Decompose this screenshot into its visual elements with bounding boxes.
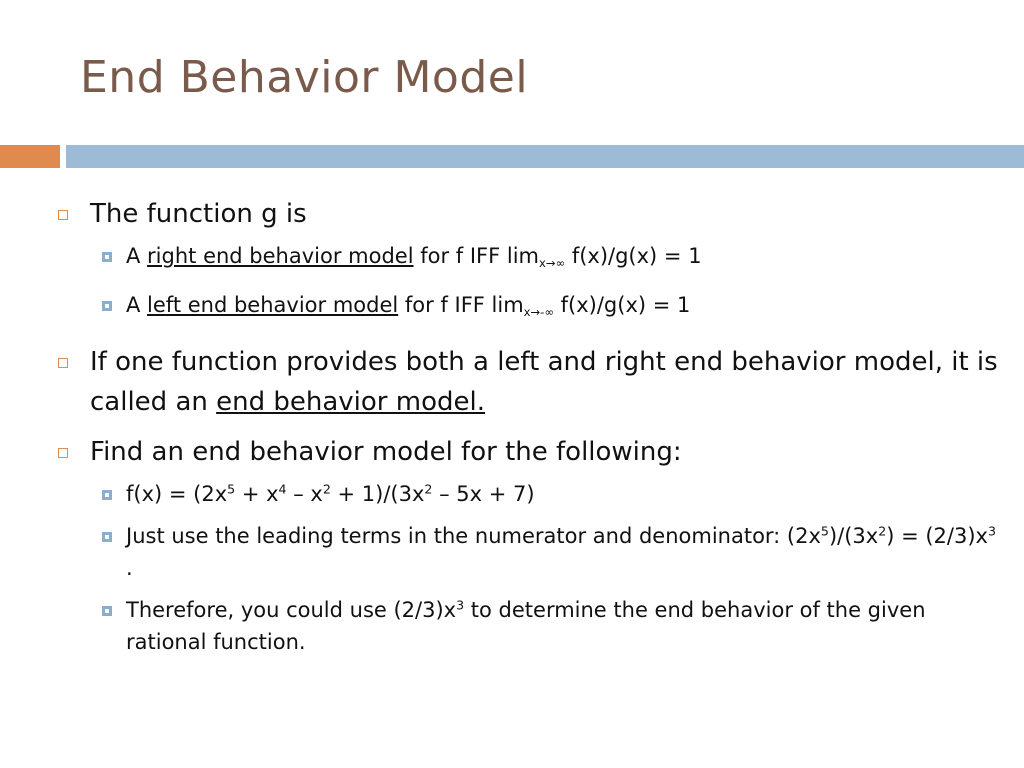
bullet-text: Find an end behavior model for the following: bbox=[90, 437, 682, 468]
sub-bullet-middle: for f IFF lim bbox=[398, 293, 524, 318]
hollow-square-bullet-icon bbox=[58, 210, 68, 220]
hollow-square-bullet-icon bbox=[58, 358, 68, 368]
bullet-text: If one function provides both a left and right end behavior model, it is called an bbox=[90, 347, 998, 418]
exponent: 2 bbox=[878, 523, 887, 539]
formula-part: – x bbox=[286, 482, 323, 507]
formula-part: )/(3x bbox=[828, 524, 879, 549]
sub-bullet-function-definition bbox=[126, 478, 1006, 510]
formula-part: + x bbox=[235, 482, 279, 507]
filled-square-bullet-icon bbox=[102, 532, 112, 542]
sub-bullet-suffix: f(x)/g(x) = 1 bbox=[553, 293, 691, 318]
formula-part: . bbox=[126, 556, 133, 581]
limit-subscript: x→-∞ bbox=[523, 305, 554, 320]
left-end-behavior-model-term: left end behavior model bbox=[147, 293, 399, 318]
limit-subscript: x→∞ bbox=[539, 256, 566, 271]
filled-square-bullet-icon bbox=[102, 252, 112, 262]
title-accent-bar-orange bbox=[0, 145, 60, 168]
exponent: 4 bbox=[278, 481, 287, 497]
bullet-function-g bbox=[56, 194, 1006, 234]
sub-bullet-conclusion bbox=[126, 594, 1006, 658]
formula-part: ) = (2/3)x bbox=[886, 524, 988, 549]
formula-part: Just use the leading terms in the numerator and denominator: (2x bbox=[126, 524, 821, 549]
sub-bullet-prefix: A bbox=[126, 244, 148, 268]
formula-part: f(x) = (2x bbox=[126, 482, 228, 507]
bullet-find-model bbox=[56, 432, 1006, 472]
bullet-text: The function g is bbox=[90, 199, 307, 229]
formula-part: to determine the end behavior of the given rational function. bbox=[126, 598, 926, 655]
sub-bullet-suffix: f(x)/g(x) = 1 bbox=[565, 244, 702, 268]
hollow-square-bullet-icon bbox=[58, 448, 68, 458]
title-accent-bar-blue bbox=[66, 145, 1024, 168]
right-end-behavior-model-term: right end behavior model bbox=[147, 244, 414, 268]
sub-bullet-middle: for f IFF lim bbox=[413, 244, 539, 268]
filled-square-bullet-icon bbox=[102, 301, 112, 311]
filled-square-bullet-icon bbox=[102, 606, 112, 616]
slide-title: End Behavior Model bbox=[80, 52, 529, 103]
exponent: 2 bbox=[322, 481, 331, 497]
formula-part: – 5x + 7) bbox=[432, 482, 535, 507]
sub-bullet-right-model bbox=[126, 240, 1006, 279]
exponent: 3 bbox=[456, 597, 465, 613]
filled-square-bullet-icon bbox=[102, 490, 112, 500]
sub-bullet-leading-terms bbox=[126, 520, 1006, 584]
sub-bullet-prefix: A bbox=[126, 293, 148, 318]
exponent: 5 bbox=[227, 481, 236, 497]
bullet-end-behavior-definition bbox=[56, 342, 1006, 422]
formula-part: Therefore, you could use (2/3)x bbox=[126, 598, 457, 623]
exponent: 2 bbox=[424, 481, 433, 497]
sub-bullet-left-model bbox=[126, 289, 1006, 328]
exponent: 5 bbox=[820, 523, 829, 539]
exponent: 3 bbox=[987, 523, 996, 539]
formula-part: + 1)/(3x bbox=[330, 482, 425, 507]
end-behavior-model-term: end behavior model. bbox=[216, 387, 485, 418]
slide-content bbox=[56, 194, 1006, 668]
